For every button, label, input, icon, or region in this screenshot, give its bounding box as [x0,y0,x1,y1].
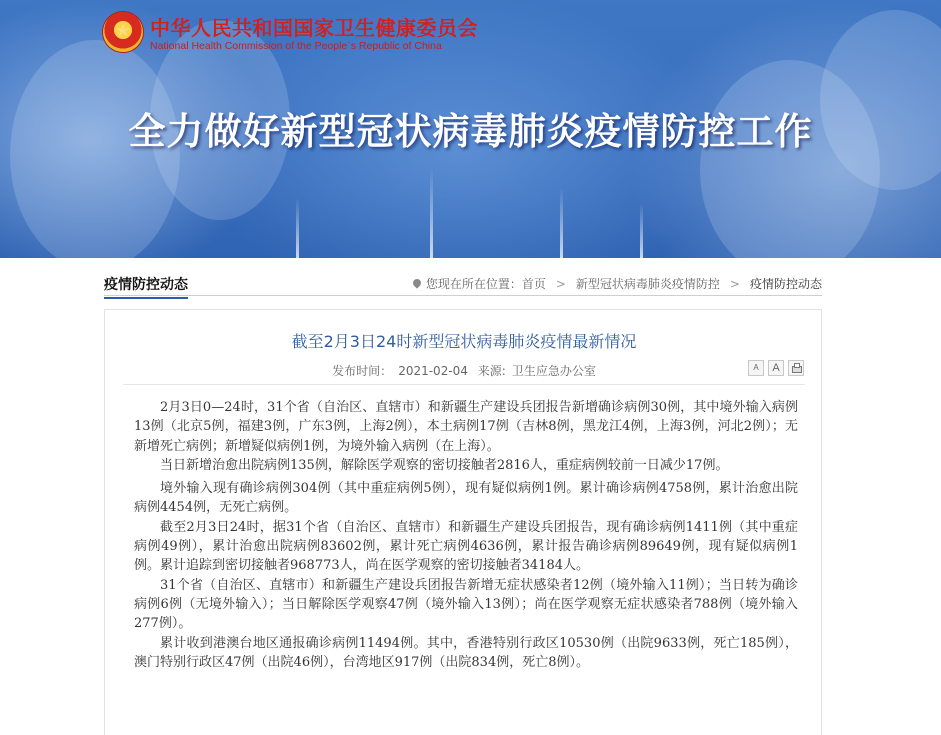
article-paragraph: 截至2月3日24时，据31个省（自治区、直辖市）和新疆生产建设兵团报告，现有确诊病例1411例（其中重症病例49例），累计治愈出院病例83602例，累计死亡病例4636例，累计报告确诊病例89649例，现有疑似病例1例。累计追踪到密切接触者968773人，尚在医学观察的密切接触者34184人。 [134,519,798,574]
banner-light-streak [640,203,643,258]
article-title: 截至2月3日24时新型冠状病毒肺炎疫情最新情况 [291,332,637,351]
section-title: 疫情防控动态 [104,274,188,299]
banner-light-streak [430,168,433,258]
banner-light-streak [296,198,299,258]
article-container [104,309,822,735]
breadcrumb-separator: > [729,276,740,291]
publish-label: 发布时间： [332,364,393,378]
breadcrumb-prefix: 您现在所在位置： [425,277,522,291]
article-paragraph: 31个省（自治区、直辖市）和新疆生产建设兵团报告新增无症状感染者12例（境外输入11例）；当日转为确诊病例6例（无境外输入）；当日解除医学观察47例（境外输入13例）；尚在医学观察无症状感染者788例（境外输入277例）。 [134,577,798,632]
breadcrumb-link-covid-prevention[interactable]: 新型冠状病毒肺炎疫情防控 [575,277,720,291]
article-paragraph: 累计收到港澳台地区通报确诊病例11494例。其中，香港特别行政区10530例（出院9633例，死亡185例），澳门特别行政区47例（出院46例），台湾地区917例（出院834例，死亡8例）。 [134,635,798,670]
location-pin-icon [413,279,421,289]
banner-light-streak [560,188,563,258]
printer-icon[interactable] [788,360,804,376]
article-paragraph: 当日新增治愈出院病例135例，解除医学观察的密切接触者2816人，重症病例较前一日减少17例。 [160,457,729,473]
article-meta [105,362,823,379]
section-header [104,266,822,296]
org-name-chinese[interactable]: 中华人民共和国国家卫生健康委员会 [150,16,478,40]
article-paragraph: 境外输入现有确诊病例304例（其中重症病例5例），现有疑似病例1例。累计确诊病例4758例，累计治愈出院病例4454例，无死亡病例。 [134,481,798,516]
source-label: 来源: [477,364,506,378]
breadcrumb-link-home[interactable]: 首页 [521,277,546,291]
article-tools [748,360,804,376]
breadcrumb-separator: > [555,276,566,291]
article-paragraph: 2月3日0—24时，31个省（自治区、直辖市）和新疆生产建设兵团报告新增确诊病例30例，其中境外输入病例13例（北京5例，福建3例，广东3例，上海2例），本土病例17例（吉林8例，黑龙江4例，上海3例，河北2例）；无新增死亡病例；新增疑似病例1例，为境外输入病例（在上海）。 [134,400,798,454]
meta-divider [123,384,805,385]
emblem-star-icon: ★ [115,21,131,41]
article-body [134,398,798,672]
banner-title: 全力做好新型冠状病毒肺炎疫情防控工作 [128,110,813,153]
breadcrumb-current: 疫情防控动态 [749,277,822,291]
breadcrumb [413,275,822,292]
source-value: 卫生应急办公室 [511,364,596,378]
org-name-english[interactable]: National Health Commission of the People`s Republic of China [150,40,442,52]
header-banner [0,0,941,258]
publish-date: 2021-02-04 [398,364,468,378]
national-emblem-logo[interactable] [103,12,143,52]
font-larger-button[interactable]: A [768,360,784,376]
font-smaller-button[interactable]: A [748,360,764,376]
